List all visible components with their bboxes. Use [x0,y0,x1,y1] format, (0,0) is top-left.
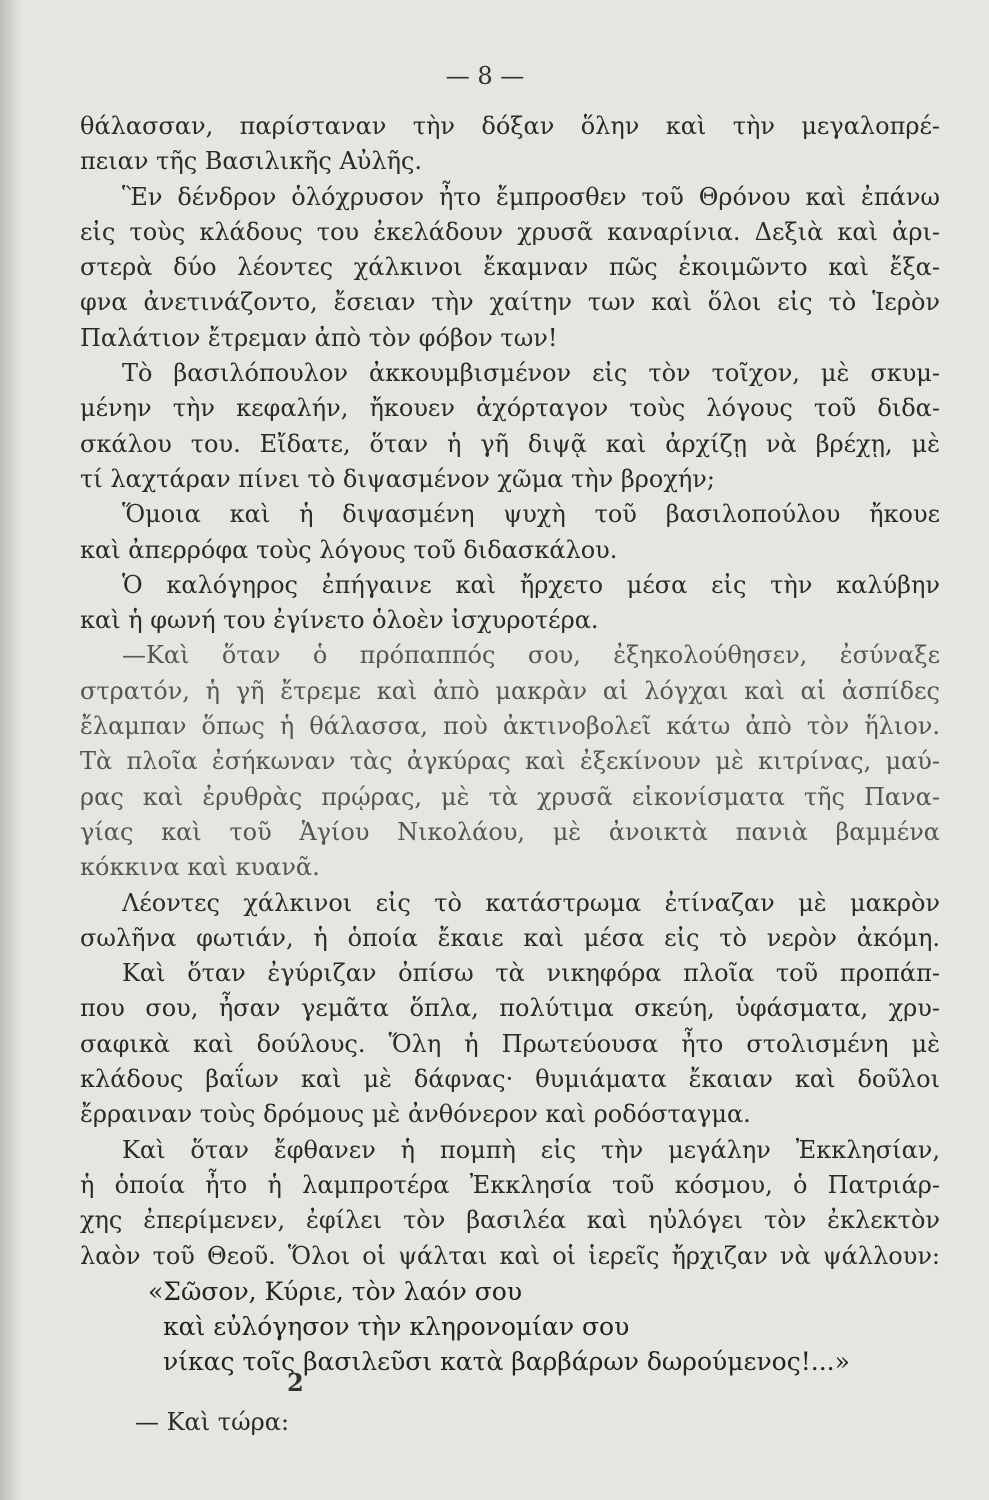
text-line: ἔρραιναν τοὺς δρόμους μὲ ἀνθόνερον καὶ ροδόσταγμα. [80,1100,751,1129]
text-line: ἡ ὁποία ἦτο ἡ λαμπροτέρα Ἐκκλησία τοῦ κόσμου, ὁ Πατριάρ- [80,1170,940,1199]
page-number: — 8 — [445,62,525,90]
text-line: στρατόν, ἡ γῆ ἔτρεμε καὶ ἀπὸ μακρὰν αἱ λόγχαι καὶ αἱ ἀσπίδες [80,676,940,705]
text-line: ἔλαμπαν ὅπως ἡ θάλασσα, ποὺ ἀκτινοβολεῖ κάτω ἀπὸ τὸν ἥλιον. [80,712,940,741]
text-line: Ὁ καλόγηρος ἐπήγαινε καὶ ἤρχετο μέσα εἰς τὴν καλύβην [122,570,940,599]
text-line: Τὰ πλοῖα ἐσήκωναν τὰς ἀγκύρας καὶ ἐξεκίνουν μὲ κιτρίνας, μαύ- [80,747,940,776]
text-line: τί λαχτάραν πίνει τὸ διψασμένον χῶμα τὴν βροχήν; [80,464,715,493]
quote-line: καὶ εὐλόγησον τὴν κληρονομίαν σου [163,1312,630,1342]
text-line: φνα ἀνετινάζοντο, ἔσειαν τὴν χαίτην των καὶ ὅλοι εἰς τὸ Ἱερὸν [80,288,940,317]
text-line: Καὶ ὅταν ἐγύριζαν ὀπίσω τὰ νικηφόρα πλοῖα τοῦ προπάπ- [122,959,940,988]
text-line: εἰς τοὺς κλάδους του ἐκελάδουν χρυσᾶ καναρίνια. Δεξιὰ καὶ ἀρι- [80,217,940,246]
text-line: στερὰ δύο λέοντες χάλκινοι ἔκαμναν πῶς ἐκοιμῶντο καὶ ἔξα- [80,253,940,282]
text-line: Καὶ ὅταν ἔφθανεν ἡ πομπὴ εἰς τὴν μεγάλην Ἐκκλησίαν, [122,1135,940,1164]
closing-line: — Καὶ τώρα: [135,1408,290,1436]
text-line: θάλασσαν, παρίσταναν τὴν δόξαν ὅλην καὶ τὴν μεγαλοπρέ- [80,112,940,140]
text-line: Ἓν δένδρον ὁλόχρυσον ἦτο ἔμπροσθεν τοῦ Θρόνου καὶ ἐπάνω [122,182,940,211]
text-line: γίας καὶ τοῦ Ἁγίου Νικολάου, μὲ ἀνοικτὰ πανιὰ βαμμένα [80,817,940,846]
text-line: Λέοντες χάλκινοι εἰς τὸ κατάστρωμα ἐτίναζαν μὲ μακρὸν [122,888,940,917]
text-line: μένην τὴν κεφαλήν, ἤκουεν ἀχόρταγον τοὺς λόγους τοῦ διδα- [80,394,940,423]
text-line: σωλῆνα φωτιάν, ἡ ὁποία ἔκαιε καὶ μέσα εἰς τὸ νερὸν ἀκόμη. [80,923,940,952]
text-line: που σου, ἦσαν γεμᾶτα ὅπλα, πολύτιμα σκεύη, ὑφάσματα, χρυ- [80,994,940,1023]
quote-line: «Σῶσον, Κύριε, τὸν λαόν σου [148,1276,523,1306]
binding-shadow [0,0,22,1500]
text-line: χης ἐπερίμενεν, ἐφίλει τὸν βασιλέα καὶ ηὐλόγει τὸν ἐκλεκτὸν [80,1206,940,1235]
text-line: καὶ ἡ φωνή του ἐγίνετο ὁλοὲν ἰσχυροτέρα. [80,606,599,635]
signature-mark: 2 [287,1368,304,1397]
text-line: λαὸν τοῦ Θεοῦ. Ὅλοι οἱ ψάλται καὶ οἱ ἱερεῖς ἤρχιζαν νὰ ψάλλουν: [80,1241,940,1270]
text-line: Παλάτιον ἔτρεμαν ἀπὸ τὸν φόβον των! [80,323,558,352]
text-line: —Καὶ ὅταν ὁ πρόπαππός σου, ἐξηκολούθησεν, ἐσύναξε [122,641,940,670]
text-line: ρας καὶ ἐρυθρὰς πρῴρας, μὲ τὰ χρυσᾶ εἰκονίσματα τῆς Πανα- [80,782,940,811]
text-line: καὶ ἀπερρόφα τοὺς λόγους τοῦ διδασκάλου. [80,535,618,564]
text-line: κλάδους βαΐων καὶ μὲ δάφνας· θυμιάματα ἔκαιαν καὶ δοῦλοι [80,1065,940,1094]
text-line: κόκκινα καὶ κυανᾶ. [80,853,320,882]
text-line: Ὅμοια καὶ ἡ διψασμένη ψυχὴ τοῦ βασιλοπούλου ἤκουε [122,500,940,529]
text-line: σαφικὰ καὶ δούλους. Ὅλη ἡ Πρωτεύουσα ἦτο στολισμένη μὲ [80,1029,940,1058]
quote-line: νίκας τοῖς βασιλεῦσι κατὰ βαρβάρων δωρούμενος!...» [163,1347,850,1377]
text-line: Τὸ βασιλόπουλον ἀκκουμβισμένον εἰς τὸν τοῖχον, μὲ σκυμ- [122,359,940,388]
text-line: σκάλου του. Εἴδατε, ὅταν ἡ γῆ διψᾷ καὶ ἀρχίζῃ νὰ βρέχῃ, μὲ [80,429,940,458]
text-line: πειαν τῆς Βασιλικῆς Αὐλῆς. [80,147,423,176]
body-text [80,109,940,1380]
